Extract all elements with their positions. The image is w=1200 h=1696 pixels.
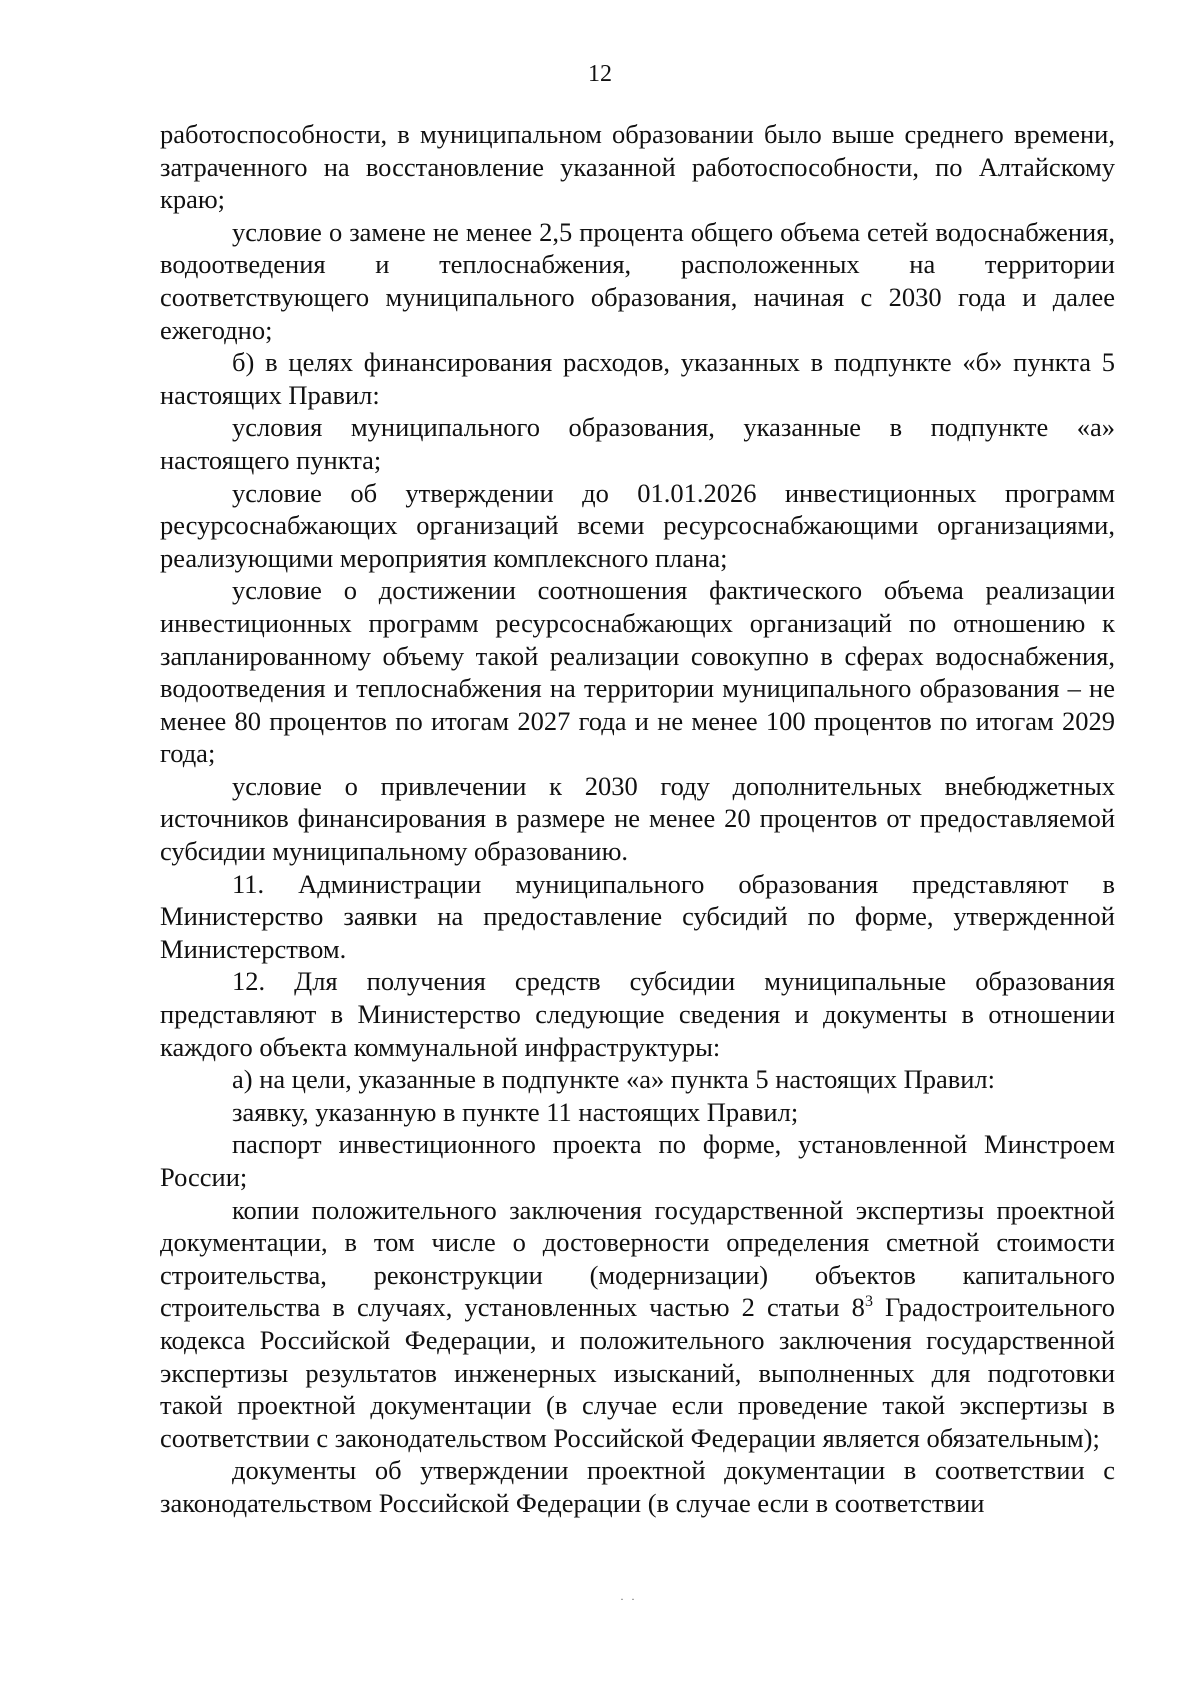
paragraph: условие об утверждении до 01.01.2026 инвестиционных программ ресурсоснабжающих организаций всеми ресурсоснабжающими организациями, реализующими мероприятия комплексного плана; [160, 477, 1115, 573]
expertise-text-end: Градостроительного кодекса Российской Федерации, и положительного заключения государственной экспертизы результатов инженерных изысканий, выполненных для подготовки такой проектной документации (в случае если проведение такой экспертизы в соответствии с законодательством Российской Федерации является обязательным); [160, 1292, 1115, 1453]
expertise-paragraph [160, 1194, 1115, 1455]
paragraph: условие о привлечении к 2030 году дополнительных внебюджетных источников финансирования в размере не менее 20 процентов от предоставляемой субсидии муниципальному образованию. [160, 770, 1115, 867]
paragraph: 12. Для получения средств субсидии муниципальные образования представляют в Министерство следующие сведения и документы в отношении каждого объекта коммунальной инфраструктуры: [160, 966, 1115, 1062]
paragraph: условие о замене не менее 2,5 процента общего объема сетей водоснабжения, водоотведения и теплоснабжения, расположенных на территории соответствующего муниципального образования, начиная с 2030 года и далее ежегодно; [160, 216, 1115, 345]
paragraph: документы об утверждении проектной документации в соответствии с законодательством Российской Федерации (в случае если в соответствии [160, 1455, 1115, 1518]
paragraph: а) на цели, указанные в подпункте «а» пункта 5 настоящих Правил: [232, 1064, 996, 1095]
paragraph: заявку, указанную в пункте 11 настоящих Правил; [232, 1096, 799, 1127]
paragraph: 11. Администрации муниципального образования представляют в Министерство заявки на предоставление субсидий по форме, утвержденной Министерством. [160, 868, 1115, 964]
page-number: 12 [588, 61, 612, 87]
paragraph: условие о достижении соотношения фактического объема реализации инвестиционных программ ресурсоснабжающих организаций по отношению к запланированному объему такой реализации совокупно в сферах водоснабжения, водоотведения и теплоснабжения на территории муниципального образования – не менее 80 процентов по итогам 2027 года и не менее 100 процентов по итогам 2029 года; [160, 575, 1115, 769]
paragraph: работоспособности, в муниципальном образовании было выше среднего времени, затраченного на восстановление указанной работоспособности, по Алтайскому краю; [160, 119, 1115, 215]
expertise-text-start: копии положительного заключения государственной экспертизы проектной документации, в том числе о достоверности определения сметной стоимости строительства, реконструкции (модернизации) объектов капитального строительства в случаях, установленных частью 2 статьи 8 [160, 1194, 1115, 1323]
paragraph: паспорт инвестиционного проекта по форме, установленной Минстроем России; [160, 1129, 1115, 1192]
article-superscript: 3 [864, 1293, 873, 1311]
paragraph: условия муниципального образования, указанные в подпункте «а» настоящего пункта; [160, 412, 1115, 475]
scan-artifact: · · [620, 1592, 637, 1606]
document-body [160, 118, 1115, 1520]
paragraph: б) в целях финансирования расходов, указанных в подпункте «б» пункта 5 настоящих Правил: [160, 347, 1115, 410]
